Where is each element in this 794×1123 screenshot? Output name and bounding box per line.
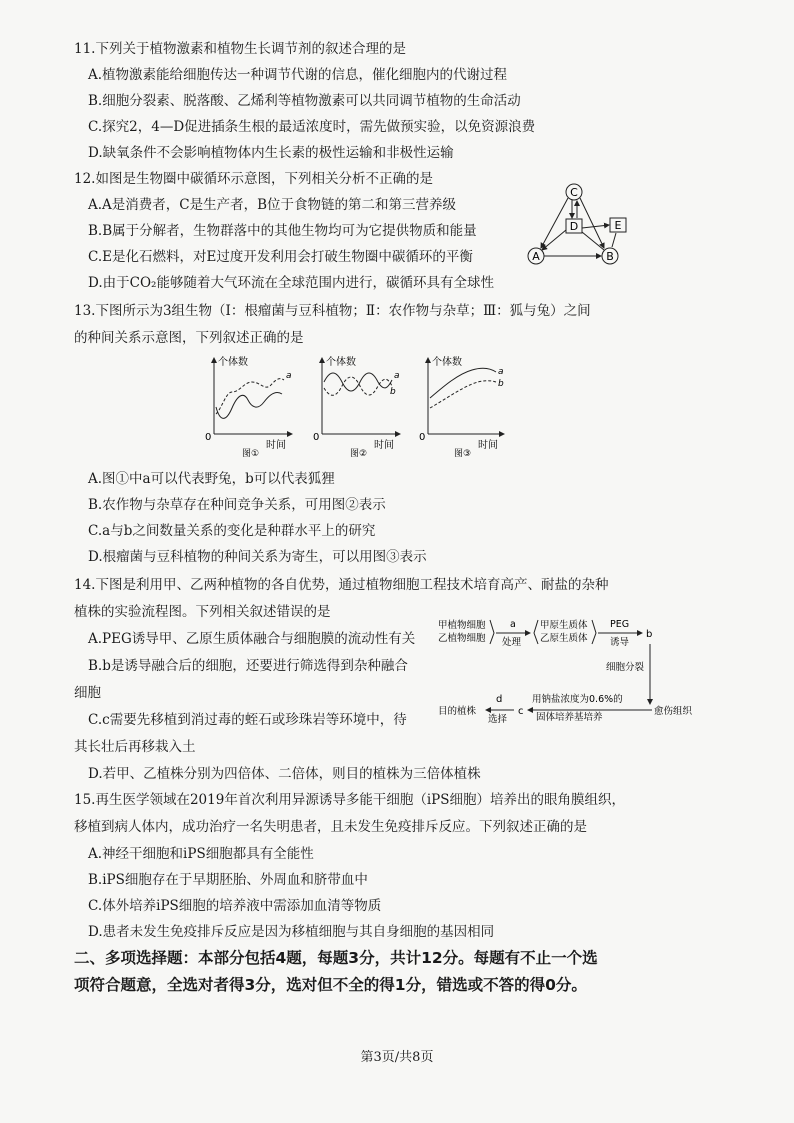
flow-target: 目的植株 <box>438 706 477 717</box>
flow-peg-sub: 诱导 <box>610 637 630 648</box>
flow-proto-1: 甲原生质体 <box>540 620 588 631</box>
flow-salt-2: 固体培养基培养 <box>536 712 603 723</box>
graph-1-caption: 图① <box>242 449 260 459</box>
q13-option-c: C.a与b之间数量关系的变化是种群水平上的研究 <box>88 523 376 539</box>
graph-2 <box>313 355 400 459</box>
q14-option-c-line1: C.c需要先移植到消过毒的蛭石或珍珠岩等环境中，待 <box>88 712 407 728</box>
page-footer: 第3页/共8页 <box>360 1050 434 1065</box>
q11-option-b: B.细胞分裂素、脱落酸、乙烯利等植物激素可以共同调节植物的生命活动 <box>88 93 521 109</box>
flow-callus: 愈伤组织 <box>654 706 693 717</box>
q15-stem-line1: 15.再生医学领域在2019年首次利用异源诱导多能干细胞（iPS细胞）培养出的眼角膜组织， <box>74 792 625 808</box>
q13-option-b: B.农作物与杂草存在种间竞争关系，可用图②表示 <box>88 497 386 513</box>
q12-option-a: A.A是消费者，C是生产者，B位于食物链的第二和第三营养级 <box>88 197 457 213</box>
q15-option-a: A.神经干细胞和iPS细胞都具有全能性 <box>88 846 314 862</box>
flow-division: 细胞分裂 <box>606 662 645 673</box>
section-2-heading-line1: 二、多项选择题：本部分包括4题，每题3分，共计12分。每题有不止一个选 <box>74 949 598 967</box>
q13-option-a: A.图①中a可以代表野兔，b可以代表狐狸 <box>88 471 335 487</box>
q12-option-b: B.B属于分解者，生物群落中的其他生物均可为它提供物质和能量 <box>88 223 477 239</box>
flow-cell-2: 乙植物细胞 <box>438 633 486 644</box>
flow-proto-2: 乙原生质体 <box>540 633 588 644</box>
flow-salt-1: 用钠盐浓度为0.6%的 <box>532 694 623 705</box>
graph-1-origin: 0 <box>205 432 212 443</box>
q15-option-d: D.患者未发生免疫排斥反应是因为移植细胞与其自身细胞的基因相同 <box>88 924 495 940</box>
flow-peg: PEG <box>610 619 630 630</box>
q12-stem: 12.如图是生物圈中碳循环示意图，下列相关分析不正确的是 <box>74 171 433 187</box>
flow-d-label: d <box>496 694 503 705</box>
q14-option-b-line2: 细胞 <box>74 685 101 701</box>
hybrid-flowchart <box>438 612 700 724</box>
graph-3-series-b: b <box>498 379 504 389</box>
graph-3 <box>419 355 504 459</box>
graph-1-series-a: a <box>286 371 292 381</box>
node-e: E <box>614 219 622 232</box>
graph-3-origin: 0 <box>419 432 426 443</box>
q11-option-c: C.探究2，4—D促进插条生根的最适浓度时，需先做预实验，以免资源浪费 <box>88 119 536 135</box>
q15-option-b: B.iPS细胞存在于早期胚胎、外周血和脐带血中 <box>88 872 368 888</box>
q11-option-d: D.缺氧条件不会影响植物体内生长素的极性运输和非极性运输 <box>88 145 454 161</box>
graph-1-ylabel: 个体数 <box>218 357 248 368</box>
carbon-cycle-diagram <box>520 180 630 270</box>
flow-c-label: c <box>518 706 524 717</box>
section-2-heading-line2: 项符合题意，全选对者得3分，选对但不全的得1分，错选或不答的得0分。 <box>74 976 587 994</box>
graph-3-xlabel: 时间 <box>478 440 498 451</box>
q14-option-a: A.PEG诱导甲、乙原生质体融合与细胞膜的流动性有关 <box>88 631 416 647</box>
q13-stem-line2: 的种间关系示意图，下列叙述正确的是 <box>74 330 304 346</box>
q14-option-c-line2: 其长壮后再移栽入土 <box>74 739 196 755</box>
q13-option-d: D.根瘤菌与豆科植物的种间关系为寄生，可以用图③表示 <box>88 549 427 565</box>
node-c: C <box>570 186 578 199</box>
graph-2-caption: 图② <box>350 449 368 459</box>
node-a: A <box>532 250 540 263</box>
q12-option-c: C.E是化石燃料，对E过度开发利用会打破生物圈中碳循环的平衡 <box>88 249 473 265</box>
q14-option-d: D.若甲、乙植株分别为四倍体、二倍体，则目的植株为三倍体植株 <box>88 766 481 782</box>
q14-stem-line1: 14.下图是利用甲、乙两种植物的各自优势，通过植物细胞工程技术培育高产、耐盐的杂种 <box>74 577 609 593</box>
q15-option-c: C.体外培养iPS细胞的培养液中需添加血清等物质 <box>88 898 382 914</box>
graph-2-series-b: b <box>390 387 396 397</box>
flow-a-sub: 处理 <box>502 637 522 648</box>
graph-3-series-a: a <box>498 367 504 377</box>
q13-stem-line1: 13.下图所示为3组生物（Ⅰ：根瘤菌与豆科植物；Ⅱ：农作物与杂草；Ⅲ：狐与兔）之间 <box>74 303 591 319</box>
graph-1 <box>205 355 292 459</box>
flow-select: 选择 <box>488 714 508 724</box>
q12-option-d: D.由于CO₂能够随着大气环流在全球范围内进行，碳循环具有全球性 <box>88 275 494 291</box>
graph-2-origin: 0 <box>313 432 320 443</box>
graph-3-caption: 图③ <box>454 449 472 459</box>
graph-2-ylabel: 个体数 <box>326 357 356 368</box>
node-b: B <box>606 250 614 263</box>
q14-stem-line2: 植株的实验流程图。下列相关叙述错误的是 <box>74 604 331 620</box>
q11-option-a: A.植物激素能给细胞传达一种调节代谢的信息，催化细胞内的代谢过程 <box>88 67 508 83</box>
graph-3-ylabel: 个体数 <box>432 357 462 368</box>
q14-option-b-line1: B.b是诱导融合后的细胞，还要进行筛选得到杂种融合 <box>88 658 408 674</box>
graph-2-xlabel: 时间 <box>374 440 394 451</box>
graph-2-series-a: a <box>394 371 400 381</box>
flow-a-label: a <box>510 619 516 630</box>
q11-stem: 11.下列关于植物激素和植物生长调节剂的叙述合理的是 <box>74 41 406 57</box>
population-graphs <box>200 352 510 460</box>
q15-stem-line2: 移植到病人体内，成功治疗一名失明患者，且未发生免疫排斥反应。下列叙述正确的是 <box>74 819 587 835</box>
flow-cell-1: 甲植物细胞 <box>438 620 486 631</box>
node-d: D <box>569 220 579 233</box>
flow-b-label: b <box>646 629 653 640</box>
graph-1-xlabel: 时间 <box>266 440 286 451</box>
